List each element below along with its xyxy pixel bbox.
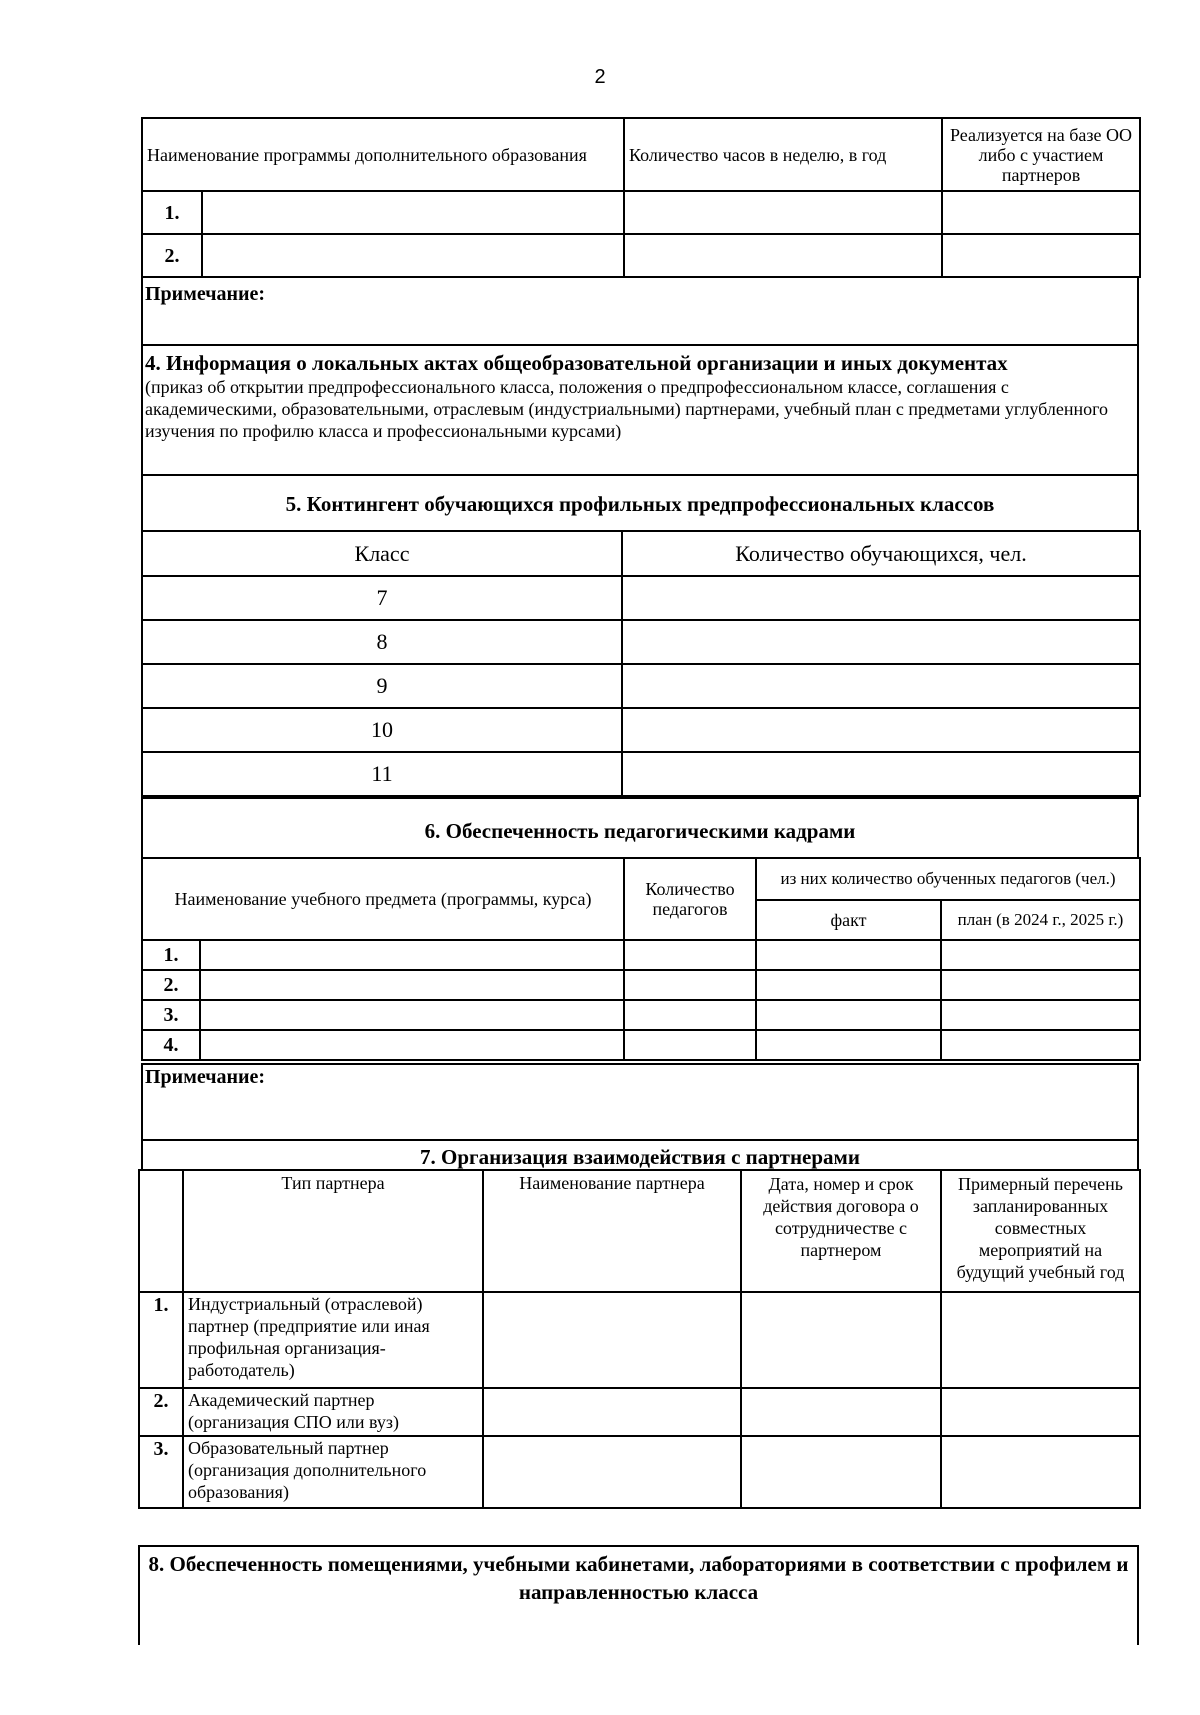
- cell: [741, 1388, 941, 1436]
- cell: [941, 970, 1140, 1000]
- cell: [200, 1030, 624, 1060]
- table-row: [142, 576, 1140, 620]
- cell: [622, 708, 1140, 752]
- section-4-description: (приказ об открытии предпрофессионального класса, положения о предпрофессиональном классе, соглашения с академическими, образовательными, отраслевым (индустриальными) партнерами, учебный план с предметами углубленного изучения по профилю класса и профессиональными курсами): [145, 377, 1109, 441]
- cell: [200, 1000, 624, 1030]
- table-row: [142, 970, 1140, 1000]
- partners-header-events: Примерный перечень запланированных совместных мероприятий на будущий учебный год: [941, 1170, 1140, 1292]
- partners-table: [138, 1169, 1141, 1509]
- cell: [139, 1170, 183, 1292]
- cell: [200, 970, 624, 1000]
- cell: [624, 1030, 756, 1060]
- cell: [622, 752, 1140, 796]
- partner-type: Образовательный партнер (организация дополнительного образования): [183, 1436, 483, 1508]
- cell: [622, 620, 1140, 664]
- section-6-title: 6. Обеспеченность педагогическими кадрами: [424, 819, 856, 843]
- table-row: [139, 1292, 1140, 1388]
- cell: [941, 1000, 1140, 1030]
- cell: [741, 1436, 941, 1508]
- row-number: 1.: [142, 940, 200, 970]
- table-row: [142, 752, 1140, 796]
- row-number: 2.: [139, 1388, 183, 1436]
- cell: [624, 191, 942, 234]
- table-row: [142, 191, 1140, 234]
- table-row: [139, 1436, 1140, 1508]
- class-number: 9: [142, 664, 622, 708]
- staff-header-plan: план (в 2024 г., 2025 г.): [941, 900, 1140, 940]
- table-row: [142, 1000, 1140, 1030]
- cell: [741, 1292, 941, 1388]
- section-5-title: 5. Контингент обучающихся профильных предпрофессиональных классов: [285, 492, 995, 516]
- row-number: 1.: [142, 191, 202, 234]
- cell: [756, 940, 941, 970]
- section-8-box: [138, 1545, 1139, 1645]
- cell: [622, 576, 1140, 620]
- cell: [200, 940, 624, 970]
- note-box-1: [141, 276, 1139, 346]
- staff-header-subject: Наименование учебного предмета (программы, курса): [142, 858, 624, 940]
- cell: [483, 1436, 741, 1508]
- cell: [483, 1388, 741, 1436]
- table-row: [142, 708, 1140, 752]
- class-number: 7: [142, 576, 622, 620]
- programs-header-name: Наименование программы дополнительного образования: [142, 118, 624, 191]
- cell: [624, 234, 942, 277]
- note-label: Примечание:: [145, 1066, 266, 1088]
- cell: [756, 970, 941, 1000]
- class-number: 8: [142, 620, 622, 664]
- programs-header-hours: Количество часов в неделю, в год: [624, 118, 942, 191]
- partner-type: Академический партнер (организация СПО или вуз): [183, 1388, 483, 1436]
- contingent-header-class: Класс: [142, 531, 622, 576]
- class-number: 10: [142, 708, 622, 752]
- staff-table: [141, 857, 1141, 1061]
- staff-header-fact: факт: [756, 900, 941, 940]
- partners-header-name: Наименование партнера: [483, 1170, 741, 1292]
- partner-type: Индустриальный (отраслевой) партнер (предприятие или иная профильная организация-работодатель): [183, 1292, 483, 1388]
- page-number: 2: [594, 66, 606, 88]
- cell: [941, 1292, 1140, 1388]
- cell: [202, 191, 624, 234]
- staff-header-trained: из них количество обученных педагогов (чел.): [756, 858, 1140, 900]
- cell: [624, 1000, 756, 1030]
- row-number: 3.: [139, 1436, 183, 1508]
- section-7-title: 7. Организация взаимодействия с партнерами: [420, 1145, 860, 1169]
- row-number: 4.: [142, 1030, 200, 1060]
- cell: [941, 1436, 1140, 1508]
- note-box-2: [141, 1063, 1139, 1141]
- partners-header-type: Тип партнера: [183, 1170, 483, 1292]
- row-number: 2.: [142, 970, 200, 1000]
- table-row: [142, 620, 1140, 664]
- cell: [941, 940, 1140, 970]
- table-row: [142, 940, 1140, 970]
- staff-header-teachers: Количество педагогов: [624, 858, 756, 940]
- section-4-box: [141, 344, 1139, 476]
- class-number: 11: [142, 752, 622, 796]
- row-number: 1.: [139, 1292, 183, 1388]
- table-row: [142, 234, 1140, 277]
- row-number: 2.: [142, 234, 202, 277]
- cell: [942, 234, 1140, 277]
- section-5-title-box: [141, 474, 1139, 532]
- section-7-title-box: [141, 1139, 1139, 1171]
- cell: [624, 970, 756, 1000]
- section-4-title: 4. Информация о локальных актах общеобразовательной организации и иных документах: [145, 351, 1008, 375]
- note-label: Примечание:: [145, 283, 266, 305]
- cell: [622, 664, 1140, 708]
- row-number: 3.: [142, 1000, 200, 1030]
- section-6-title-box: [141, 797, 1139, 859]
- cell: [624, 940, 756, 970]
- cell: [756, 1030, 941, 1060]
- cell: [941, 1030, 1140, 1060]
- programs-table: [141, 117, 1141, 278]
- contingent-table: [141, 530, 1141, 797]
- cell: [941, 1388, 1140, 1436]
- cell: [942, 191, 1140, 234]
- section-8-title: 8. Обеспеченность помещениями, учебными кабинетами, лабораториями в соответствии с профилем и направленностью класса: [148, 1552, 1129, 1604]
- table-row: [139, 1388, 1140, 1436]
- table-row: [142, 664, 1140, 708]
- table-row: [142, 1030, 1140, 1060]
- contingent-header-count: Количество обучающихся, чел.: [622, 531, 1140, 576]
- programs-header-base: Реализуется на базе ОО либо с участием партнеров: [942, 118, 1140, 191]
- cell: [756, 1000, 941, 1030]
- cell: [202, 234, 624, 277]
- cell: [483, 1292, 741, 1388]
- partners-header-contract: Дата, номер и срок действия договора о сотрудничестве с партнером: [741, 1170, 941, 1292]
